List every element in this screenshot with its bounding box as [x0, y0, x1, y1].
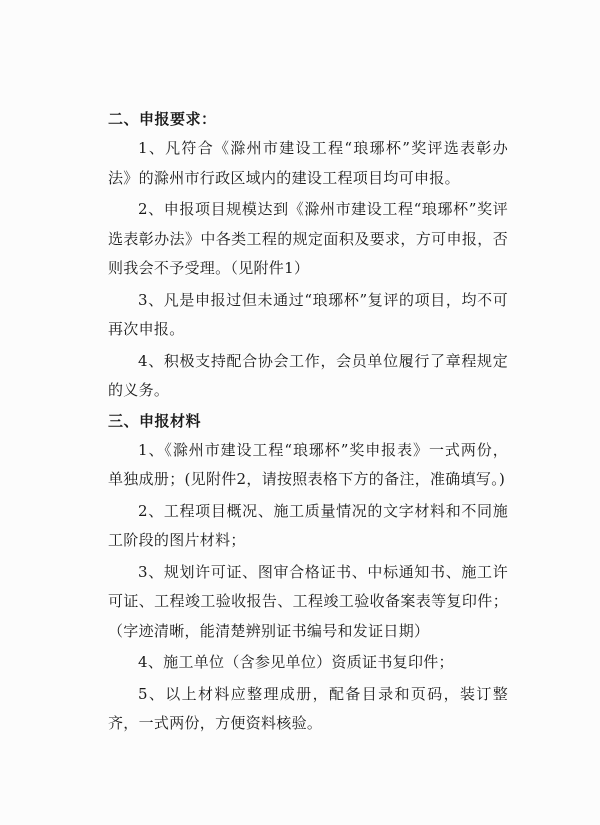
requirement-item-1: 1、凡符合《滁州市建设工程“琅琊杯”奖评选表彰办法》的滁州市行政区域内的建设工程项目均可申报。: [108, 139, 508, 187]
requirement-item-4: 4、积极支持配合协会工作，会员单位履行了章程规定的义务。: [108, 351, 508, 399]
material-item-1: 1、《滁州市建设工程“琅琊杯”奖申报表》一式两份，单独成册；(见附件2，请按照表格下方的备注，准确填写。): [108, 440, 508, 488]
requirement-item-2: 2、申报项目规模达到《滁州市建设工程“琅琊杯”奖评选表彰办法》中各类工程的规定面积及要求，方可申报，否则我会不予受理。（见附件1）: [108, 200, 508, 277]
material-item-4: 4、施工单位（含参见单位）资质证书复印件；: [138, 653, 454, 671]
material-item-5: 5、以上材料应整理成册，配备目录和页码，装订整齐，一式两份，方便资料核验。: [108, 684, 508, 732]
section-heading-requirements: 二、申报要求：: [108, 110, 217, 128]
section-heading-materials: 三、申报材料: [108, 411, 202, 430]
requirement-item-3: 3、凡是申报过但未通过“琅琊杯”复评的项目，均不可再次申报。: [108, 290, 508, 338]
document-body: [108, 104, 508, 739]
material-item-2: 2、工程项目概况、施工质量情况的文字材料和不同施工阶段的图片材料；: [108, 501, 508, 549]
material-item-3: 3、规划许可证、图审合格证书、中标通知书、施工许可证、工程竣工验收报告、工程竣工验收备案表等复印件；（字迹清晰，能清楚辨别证书编号和发证日期）: [108, 562, 508, 640]
